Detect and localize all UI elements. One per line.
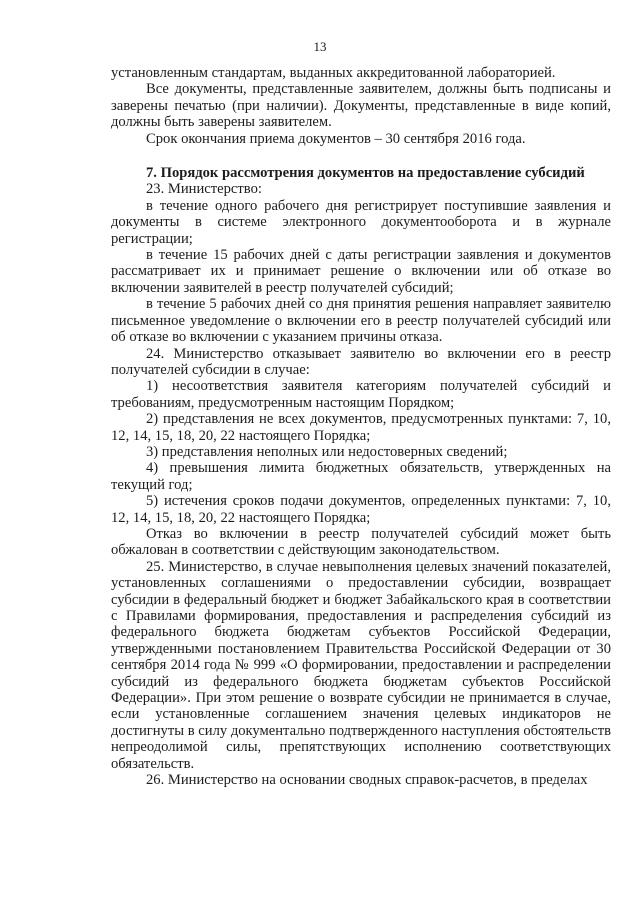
- paragraph: Срок окончания приема документов – 30 сентября 2016 года.: [146, 130, 526, 147]
- paragraph: Все документы, представленные заявителем, должны быть подписаны и заверены печатью (при наличии). Документы, представленные в виде копий, должны быть заверены заявителем.: [111, 81, 611, 131]
- paragraph: установленным стандартам, выданных аккредитованной лабораторией.: [111, 65, 556, 81]
- paragraph: 24. Министерство отказывает заявителю во включении его в реестр получателей субсидии в случае:: [111, 345, 611, 378]
- section-heading: 7. Порядок рассмотрения документов на предоставление субсидий: [146, 165, 585, 182]
- list-item: 2) представления не всех документов, предусмотренных пунктами: 7, 10, 12, 14, 15, 18, 20, 22 настоящего Порядка;: [111, 411, 611, 444]
- list-item: 3) представления неполных или недостоверных сведений;: [146, 443, 508, 460]
- page-number: 13: [313, 39, 327, 54]
- document-body: [111, 65, 611, 788]
- paragraph: в течение 5 рабочих дней со дня принятия решения направляет заявителю письменное уведомление о включении его в реестр получателей субсидий или об отказе во включении с указанием причины отказа.: [111, 296, 611, 346]
- paragraph: 23. Министерство:: [146, 181, 262, 198]
- list-item: 4) превышения лимита бюджетных обязательств, утвержденных на текущий год;: [111, 460, 611, 493]
- paragraph: в течение одного рабочего дня регистрирует поступившие заявления и документы в системе электронного документооборота и в журнале регистрации;: [111, 197, 611, 247]
- list-item: 1) несоответствия заявителя категориям получателей субсидий и требованиям, предусмотренным настоящим Порядком;: [111, 378, 611, 411]
- paragraph: Отказ во включении в реестр получателей субсидий может быть обжалован в соответствии с действующим законодательством.: [111, 525, 611, 559]
- paragraph: в течение 15 рабочих дней с даты регистрации заявления и документов рассматривает их и принимает решение о включении или об отказе во включении заявителей в реестр получателей субсидий;: [111, 247, 611, 296]
- paragraph: 26. Министерство на основании сводных справок-расчетов, в пределах: [146, 772, 588, 789]
- list-item: 5) истечения сроков подачи документов, определенных пунктами: 7, 10, 12, 14, 15, 18, 20, 22 настоящего Порядка;: [111, 493, 611, 526]
- paragraph: 25. Министерство, в случае невыполнения целевых значений показателей, установленных соглашениями о предоставлении субсидии, возвращает субсидии в федеральный бюджет и бюджет Забайкальского края в соответствии с Правилами формирования, предоставления и распределения субсидий из федерального бюджета бюджетам субъектов Российской Федерации, утвержденными постановлением Правительства Российской Федерации от 30 сентября 2014 года № 999 «О формировании, предоставлении и распределении субсидий из федерального бюджета бюджетам субъектов Российской Федерации». При этом решение о возврате субсидии не принимается в случае, если установленные соглашением значения целевых индикаторов не достигнуты в силу документально подтвержденного наступления обстоятельств непреодолимой силы, препятствующих исполнению соответствующих обязательств.: [111, 558, 611, 772]
